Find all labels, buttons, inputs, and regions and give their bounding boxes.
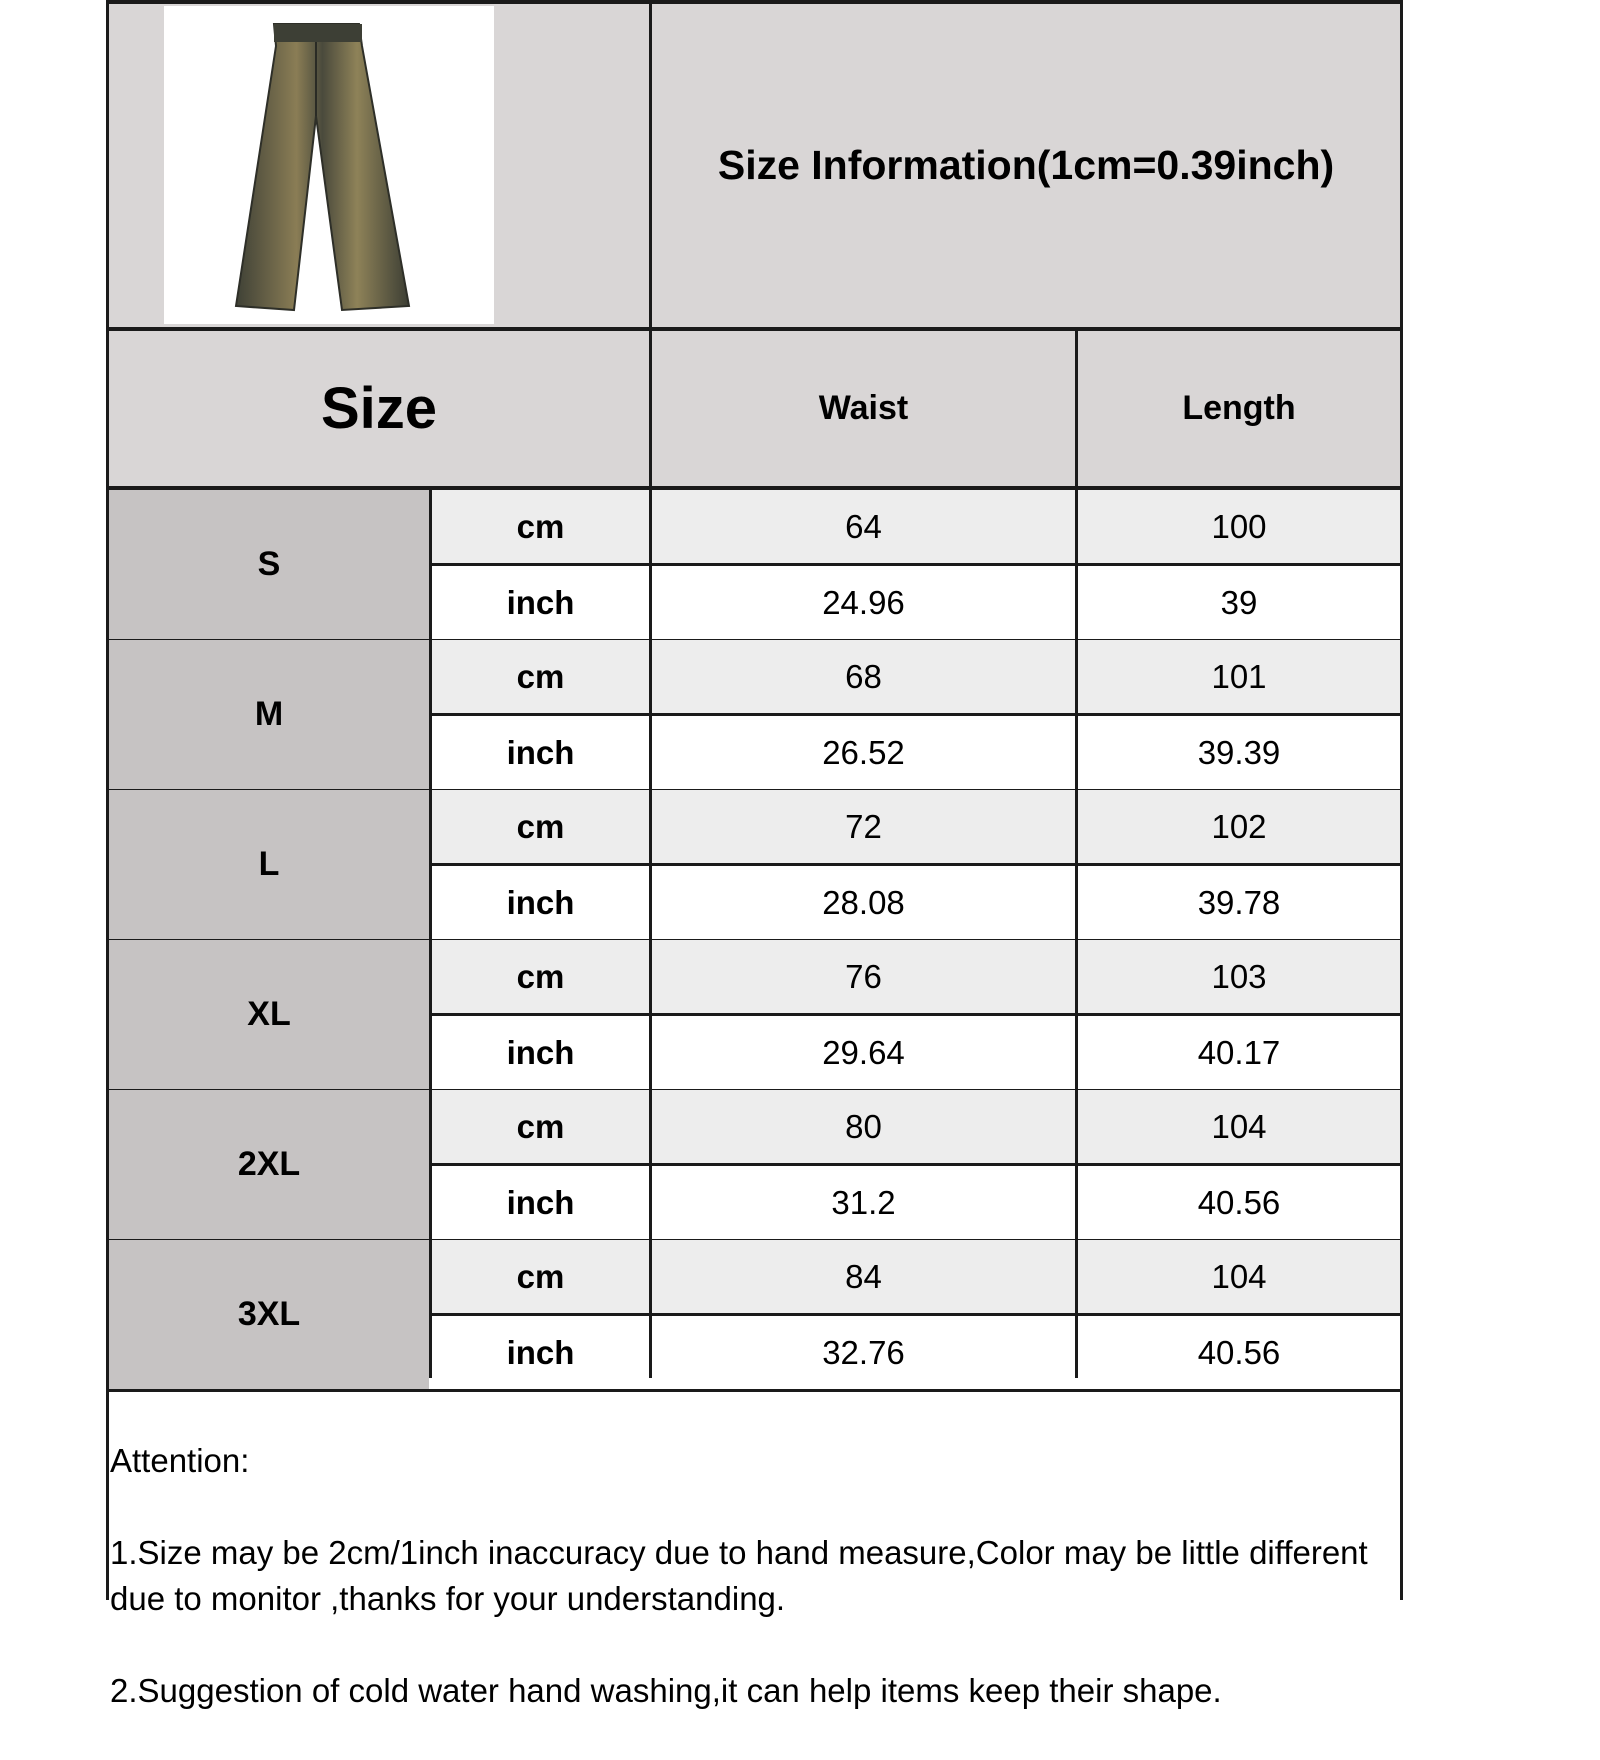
waist-header: Waist xyxy=(652,331,1075,486)
waist-value: 26.52 xyxy=(652,716,1075,789)
unit-label: cm xyxy=(432,1240,649,1313)
unit-label: cm xyxy=(432,940,649,1013)
length-value: 101 xyxy=(1078,640,1400,713)
size-label: 2XL xyxy=(109,1090,429,1239)
length-header: Length xyxy=(1078,331,1400,486)
border-right xyxy=(1400,0,1403,1600)
waist-value: 24.96 xyxy=(652,566,1075,639)
length-value: 100 xyxy=(1078,490,1400,563)
product-image-cell xyxy=(109,4,649,327)
note-heading: Attention: xyxy=(110,1442,250,1479)
size-label: L xyxy=(109,790,429,939)
waist-value: 76 xyxy=(652,940,1075,1013)
waist-value: 80 xyxy=(652,1090,1075,1163)
unit-label: cm xyxy=(432,1090,649,1163)
unit-label: inch xyxy=(432,1316,649,1389)
waist-value: 72 xyxy=(652,790,1075,863)
unit-label: inch xyxy=(432,1016,649,1089)
product-image xyxy=(164,6,494,324)
length-value: 39.78 xyxy=(1078,866,1400,939)
note-2: 2.Suggestion of cold water hand washing,it can help items keep their shape. xyxy=(110,1672,1222,1709)
chart-title: Size Information(1cm=0.39inch) xyxy=(652,4,1400,327)
jeans-icon xyxy=(164,6,494,324)
note-1: 1.Size may be 2cm/1inch inaccuracy due to hand measure,Color may be little different due to monitor ,thanks for your understanding. xyxy=(110,1534,1368,1617)
size-label: XL xyxy=(109,940,429,1089)
unit-label: inch xyxy=(432,716,649,789)
length-value: 40.56 xyxy=(1078,1166,1400,1239)
unit-label: inch xyxy=(432,1166,649,1239)
waist-value: 64 xyxy=(652,490,1075,563)
unit-label: cm xyxy=(432,790,649,863)
length-value: 40.56 xyxy=(1078,1316,1400,1389)
length-value: 39.39 xyxy=(1078,716,1400,789)
attention-notes xyxy=(110,1392,1400,1760)
unit-label: cm xyxy=(432,490,649,563)
size-label: M xyxy=(109,640,429,789)
length-value: 40.17 xyxy=(1078,1016,1400,1089)
unit-label: inch xyxy=(432,866,649,939)
unit-label: inch xyxy=(432,566,649,639)
size-header: Size xyxy=(109,331,649,486)
waist-value: 28.08 xyxy=(652,866,1075,939)
waist-value: 84 xyxy=(652,1240,1075,1313)
waist-value: 32.76 xyxy=(652,1316,1075,1389)
waist-value: 31.2 xyxy=(652,1166,1075,1239)
length-value: 104 xyxy=(1078,1240,1400,1313)
length-value: 102 xyxy=(1078,790,1400,863)
size-label: 3XL xyxy=(109,1240,429,1389)
unit-label: cm xyxy=(432,640,649,713)
waist-value: 68 xyxy=(652,640,1075,713)
length-value: 103 xyxy=(1078,940,1400,1013)
waist-value: 29.64 xyxy=(652,1016,1075,1089)
length-value: 104 xyxy=(1078,1090,1400,1163)
size-label: S xyxy=(109,490,429,639)
length-value: 39 xyxy=(1078,566,1400,639)
size-chart xyxy=(106,0,1403,1709)
